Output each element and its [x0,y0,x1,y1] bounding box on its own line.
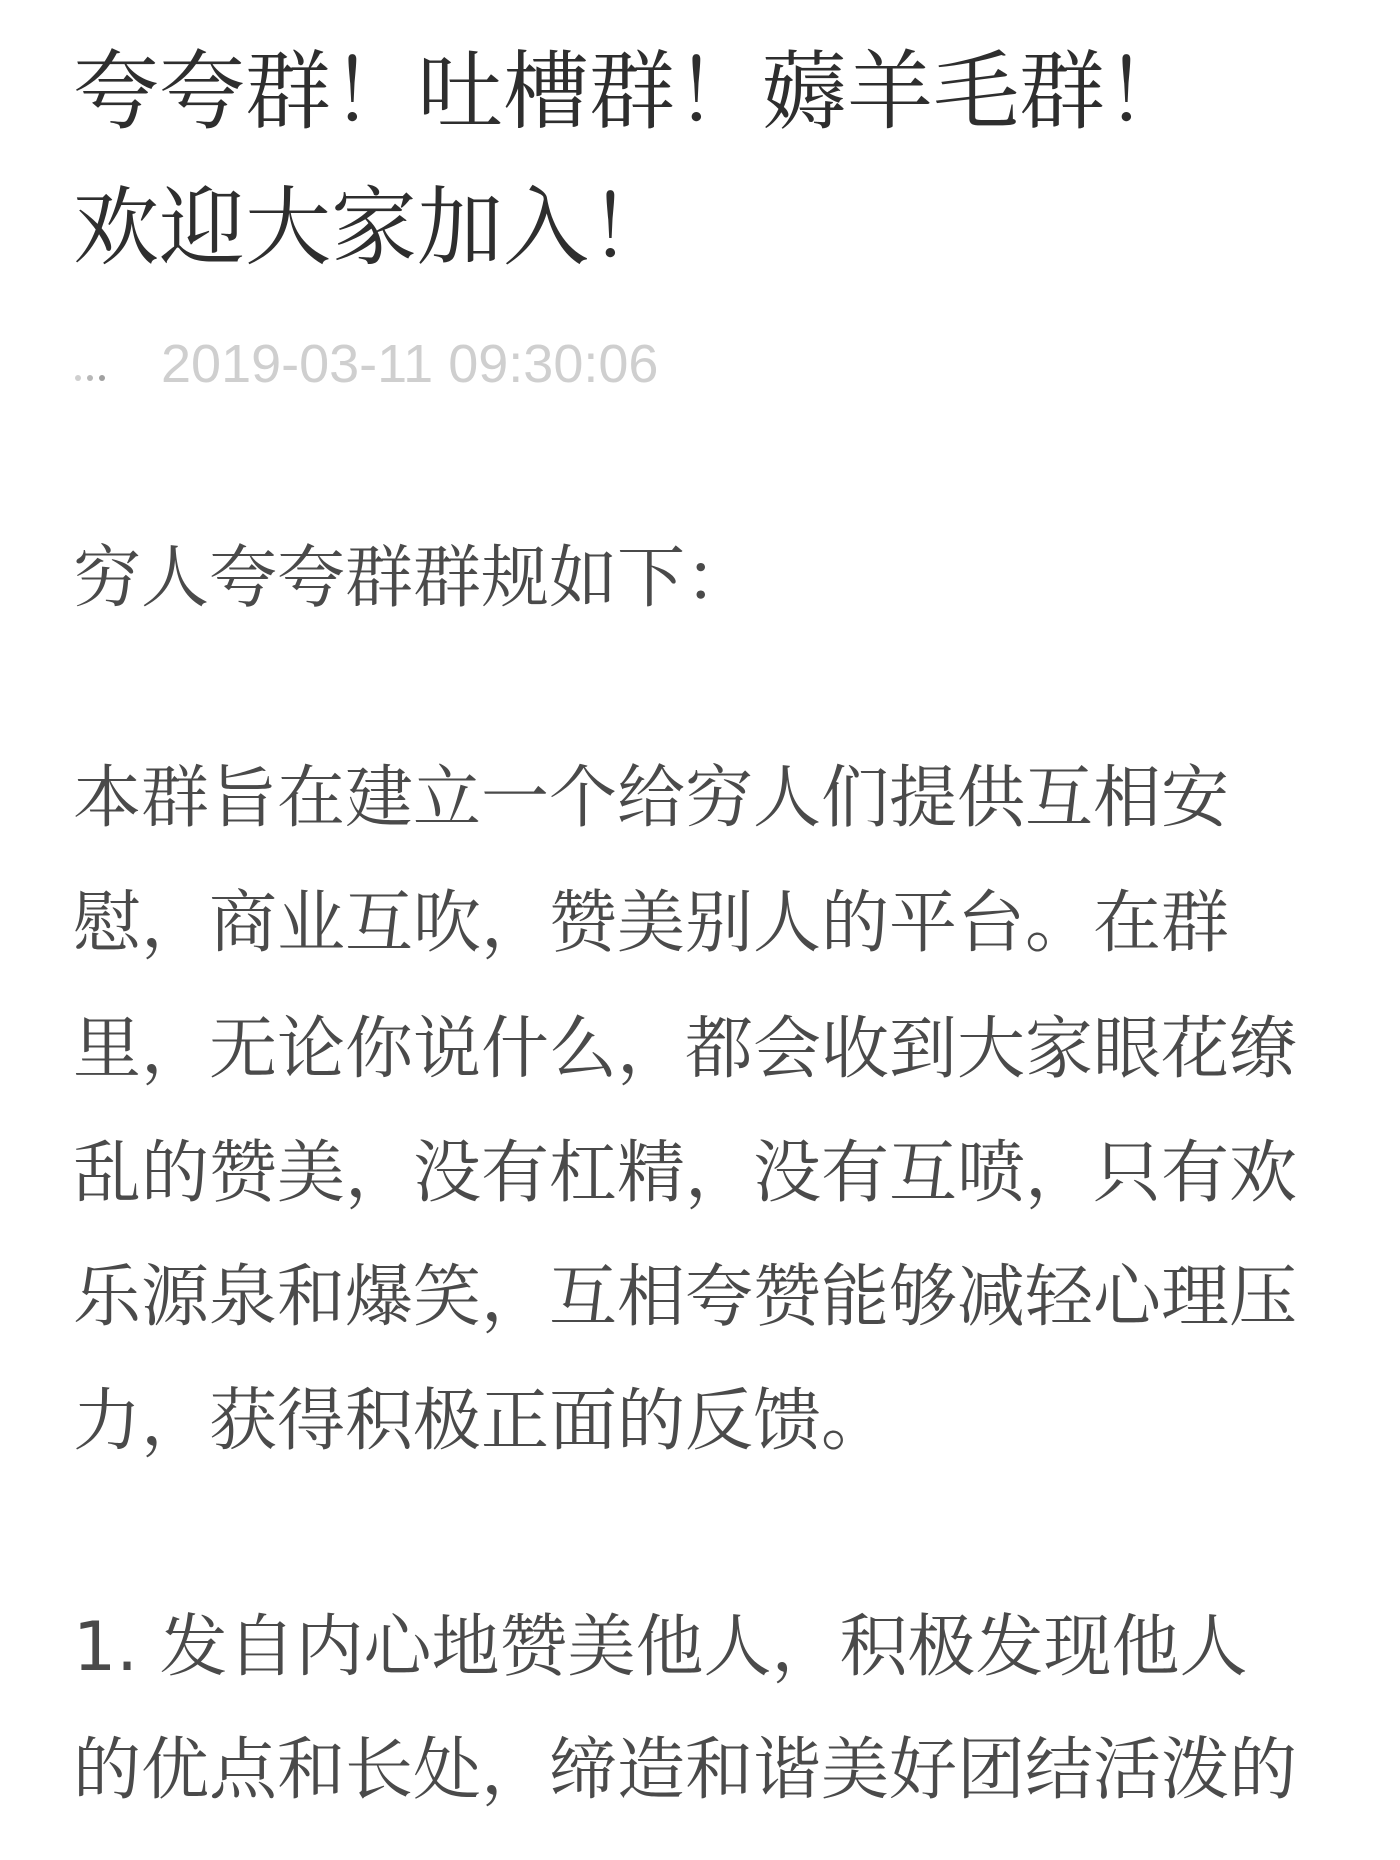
rule-line: 的优点和长处，缔造和谐美好团结活泼的 [73,1731,1298,1810]
article-title-line-2: 欢迎大家加入！ [73,178,675,278]
intro-text: 穷人夸夸群群规如下： [73,539,754,618]
article-title-line-1: 夸夸群！吐槽群！薅羊毛群！ [73,42,1191,142]
paragraph-line: 慰，商业互吹，赞美别人的平台。在群 [73,884,1230,963]
paragraph-line: 乐源泉和爆笑，互相夸赞能够减轻心理压 [73,1258,1298,1337]
paragraph-line: 乱的赞美，没有杠精，没有互喷，只有欢 [73,1134,1298,1213]
paragraph-line: 本群旨在建立一个给穷人们提供互相安 [73,759,1230,838]
avatar-icon[interactable] [73,339,123,389]
timestamp: 2019-03-11 09:30:06 [161,334,659,394]
rule-line: 1. 发自内心地赞美他人，积极发现他人 [73,1608,1248,1687]
article-meta [73,334,658,394]
paragraph-line: 里，无论你说什么，都会收到大家眼花缭 [73,1010,1298,1089]
paragraph-line: 力，获得积极正面的反馈。 [73,1382,890,1461]
